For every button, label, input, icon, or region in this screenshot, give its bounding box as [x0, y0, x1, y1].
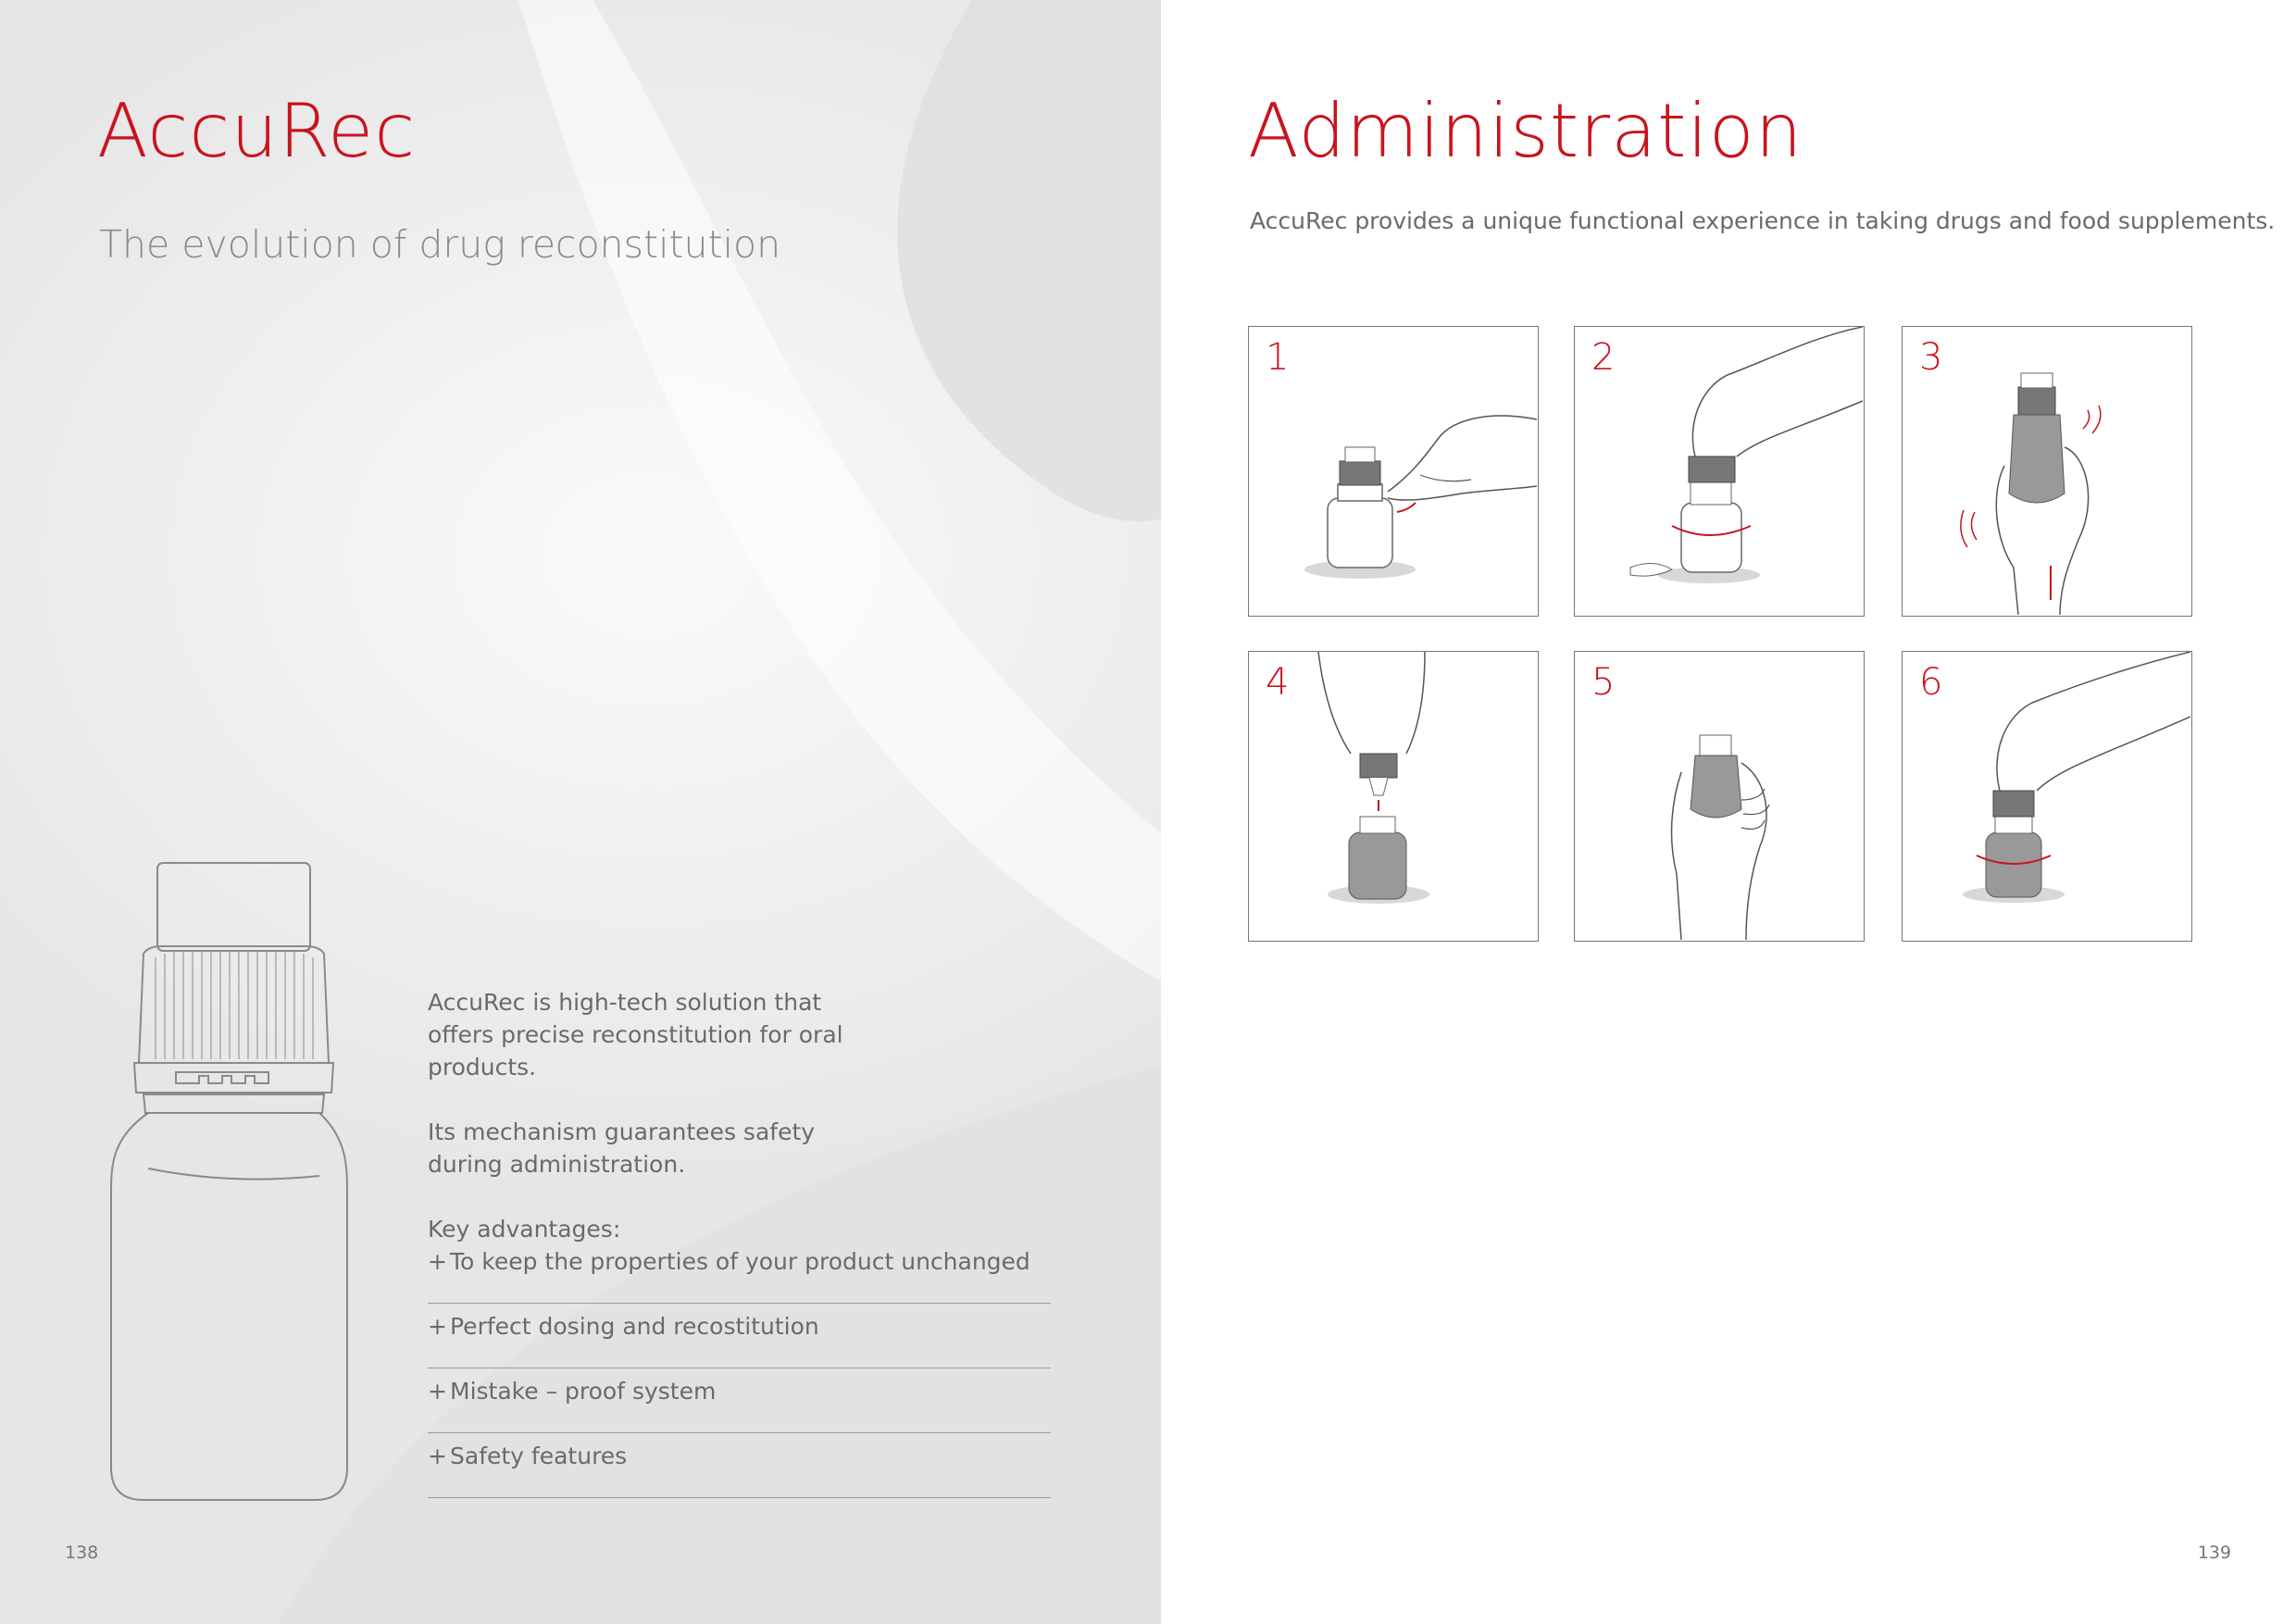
list-item: + Safety features [428, 1433, 1051, 1498]
open-seal-illustration [1249, 327, 1537, 615]
section-title: Administration [1248, 88, 1803, 174]
description-text [428, 986, 1076, 1278]
insert-dropper-illustration [1249, 652, 1537, 940]
step-5-panel [1574, 651, 1865, 942]
list-item: + To keep the properties of your product unchanged [428, 1239, 1051, 1304]
plus-icon: + [428, 1313, 447, 1340]
step-number: 3 [1919, 336, 1943, 379]
step-4-panel [1248, 651, 1539, 942]
step-3-panel [1902, 326, 2192, 617]
accurec-bottle-illustration [93, 861, 370, 1509]
right-page [1161, 0, 2296, 1624]
list-item: + Perfect dosing and recostitution [428, 1304, 1051, 1368]
close-cap-illustration [1903, 652, 2190, 940]
step-6-panel [1902, 651, 2192, 942]
paragraph-key-advantages: Key advantages: [428, 1216, 621, 1243]
paragraph-intro: AccuRec is high-tech solution that offers precise reconstitution for oral products. [428, 989, 843, 1081]
step-number: 1 [1266, 336, 1290, 379]
step-number: 2 [1591, 336, 1616, 379]
hold-bottle-illustration [1575, 652, 1863, 940]
step-number: 5 [1591, 661, 1616, 704]
step-2-panel [1574, 326, 1865, 617]
plus-icon: + [428, 1378, 447, 1405]
page-subtitle: The evolution of drug reconstitution [99, 222, 781, 267]
list-item: + Mistake – proof system [428, 1368, 1051, 1433]
step-1-panel [1248, 326, 1539, 617]
page-number-left: 138 [65, 1543, 99, 1563]
page-number-right: 139 [2197, 1543, 2231, 1563]
plus-icon: + [428, 1248, 447, 1275]
plus-icon: + [428, 1443, 447, 1469]
step-number: 4 [1266, 661, 1290, 704]
remove-cap-illustration [1575, 327, 1863, 615]
section-intro: AccuRec provides a unique functional experience in taking drugs and food supplements. [1250, 207, 2276, 234]
shake-bottle-illustration [1903, 327, 2190, 615]
step-number: 6 [1919, 661, 1943, 704]
advantages-list [428, 1239, 1051, 1498]
paragraph-mechanism: Its mechanism guarantees safety during administration. [428, 1118, 816, 1178]
page-title: AccuRec [97, 88, 417, 174]
